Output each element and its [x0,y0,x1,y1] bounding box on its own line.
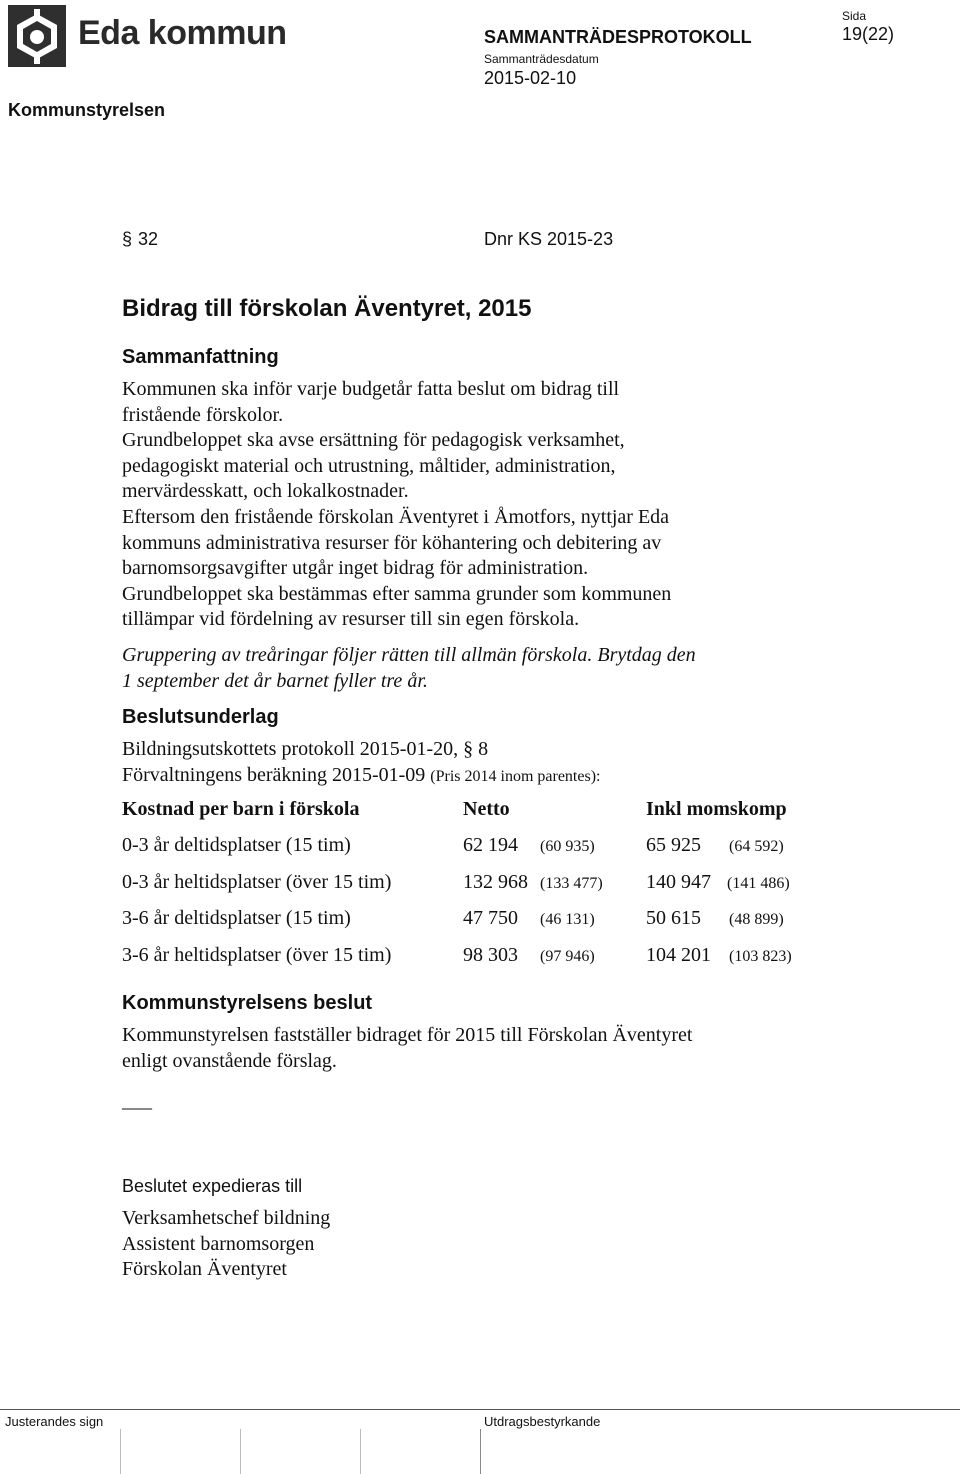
decision-line: enligt ovanstående förslag. [122,1049,337,1072]
organ-name: Kommunstyrelsen [8,100,166,120]
row-netto: 47 750 [463,907,518,929]
row-inkl-2014: (103 823) [729,948,792,965]
footer-certification-label: Utdragsbestyrkande [484,1414,601,1429]
row-category: 3-6 år heltidsplatser (över 15 tim) [122,944,392,966]
summary-line: tillämpar vid fördelning av resurser till sin egen förskola. [122,608,580,631]
summary-italic-line: 1 september det år barnet fyller tre år. [122,669,428,692]
signature-box-divider [480,1429,481,1474]
paragraph-number: 32 [138,229,159,249]
row-inkl-2014: (141 486) [727,875,790,892]
row-netto-2014: (97 946) [540,948,595,965]
signature-box-divider [240,1429,241,1474]
summary-line: pedagogiskt material och utrustning, måltider, administration, [122,454,616,477]
summary-italic-text [122,643,842,694]
row-inkl-2014: (64 592) [729,838,784,855]
list-item: Förskolan Äventyret [122,1258,287,1281]
row-netto-2014: (133 477) [540,875,603,892]
brand-name: Eda kommun [78,14,287,52]
row-netto: 98 303 [463,944,518,966]
decision-text [122,1023,842,1074]
row-category: 0-3 år deltidsplatser (15 tim) [122,834,351,856]
row-category: 3-6 år deltidsplatser (15 tim) [122,907,351,929]
summary-line: Kommunen ska inför varje budgetår fatta beslut om bidrag till [122,378,620,400]
page-number: 19(22) [842,24,895,44]
summary-line: Grundbeloppet ska avse ersättning för pedagogisk verksamhet, [122,429,625,452]
row-inkl: 50 615 [646,907,701,929]
row-netto: 62 194 [463,834,518,856]
row-inkl: 104 201 [646,944,711,966]
summary-italic-line: Gruppering av treåringar följer rätten till allmän förskola. Brytdag den [122,644,696,666]
table-row [0,907,960,943]
basis-text [122,737,842,789]
signature-box-divider [120,1429,121,1474]
table-row [0,834,960,870]
row-netto-2014: (60 935) [540,838,595,855]
row-netto-2014: (46 131) [540,911,595,928]
paragraph-mark: § [122,229,133,249]
table-row [0,871,960,907]
table-row [0,944,960,980]
footer-signature-label: Justerandes sign [5,1414,104,1429]
meeting-date: 2015-02-10 [484,68,577,88]
summary-line: mervärdesskatt, och lokalkostnader. [122,480,409,503]
basis-line: Bildningsutskottets protokoll 2015-01-20, § 8 [122,738,489,760]
list-item: Assistent barnomsorgen [122,1232,315,1255]
decision-line: Kommunstyrelsen fastställer bidraget för 2015 till Förskolan Äventyret [122,1024,693,1046]
row-inkl-2014: (48 899) [729,911,784,928]
table-header-netto: Netto [463,798,510,820]
page-label: Sida [842,9,867,23]
row-netto: 132 968 [463,871,528,893]
distribution-list [122,1206,842,1283]
summary-line: fristående förskolor. [122,403,284,426]
table-header-category: Kostnad per barn i förskola [122,798,360,820]
signature-box-divider [360,1429,361,1474]
separator-rule: ___ [122,1090,152,1112]
basis-heading: Beslutsunderlag [122,706,279,728]
row-category: 0-3 år heltidsplatser (över 15 tim) [122,871,392,893]
summary-line: Grundbeloppet ska bestämmas efter samma grunder som kommunen [122,582,672,605]
summary-line: barnomsorgsavgifter utgår inget bidrag för administration. [122,557,589,580]
row-inkl: 65 925 [646,834,701,856]
dnr-reference: Dnr KS 2015-23 [484,229,614,249]
basis-line-main: Förvaltningens beräkning 2015-01-09 [122,763,426,786]
summary-line: Eftersom den fristående förskolan Äventyret i Åmotfors, nyttjar Eda [122,505,670,528]
table-header-inkl: Inkl momskomp [646,798,787,820]
summary-heading: Sammanfattning [122,346,279,368]
summary-line: kommuns administrativa resurser för köhantering och debitering av [122,531,662,554]
decision-heading: Kommunstyrelsens beslut [122,992,373,1014]
list-item: Verksamhetschef bildning [122,1207,331,1229]
page-title: Bidrag till förskolan Äventyret, 2015 [122,295,532,322]
basis-line-note: (Pris 2014 inom parentes): [430,767,601,785]
basis-line [122,763,842,790]
eda-kommun-logo-icon [8,5,66,67]
protocol-title: SAMMANTRÄDESPROTOKOLL [484,27,752,47]
row-inkl: 140 947 [646,871,711,893]
summary-text [122,377,842,633]
distribution-heading: Beslutet expedieras till [122,1176,303,1196]
meeting-date-label: Sammanträdesdatum [484,52,599,66]
footer-rule [0,1409,960,1410]
